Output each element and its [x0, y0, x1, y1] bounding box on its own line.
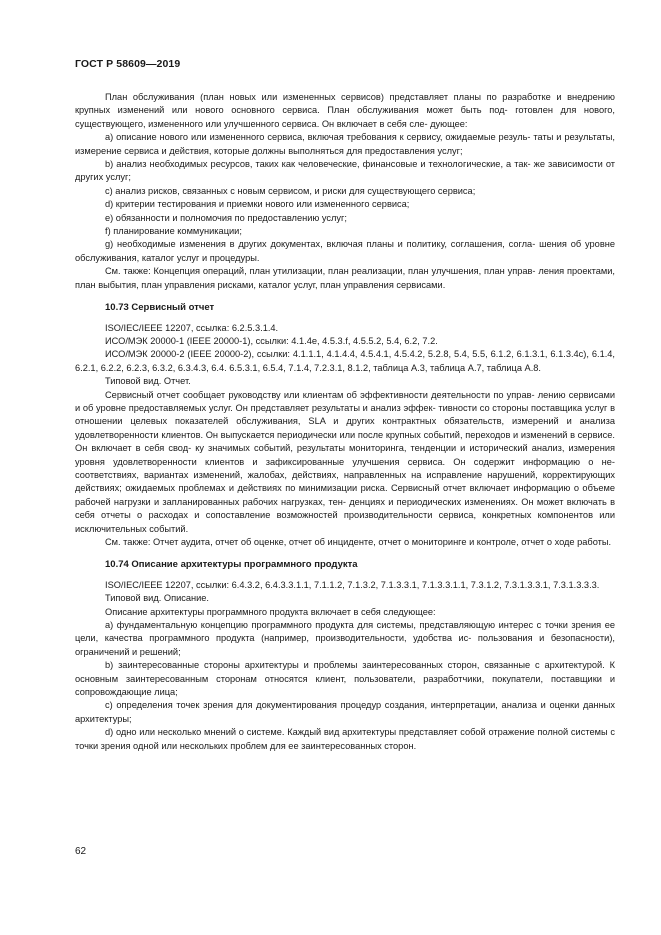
reference-paragraph: ISO/IEC/IEEE 12207, ссылки: 6.4.3.2, 6.4.3.3.1.1, 7.1.1.2, 7.1.3.2, 7.1.3.3.1, 7.1.3.3.1.1, 7.3.1.2, 7.3.1.3.3.1, 7.3.1.3.3.3. [105, 579, 600, 590]
list-item-b: b) анализ необходимых ресурсов, таких как человеческие, финансовые и технологические, а так- же зависимости от других услуг; [75, 159, 615, 183]
description-paragraph: Сервисный отчет сообщает руководству или клиентам об эффективности деятельности по управ- лению сервисами и об уровне предоставляемых услуг. Он представляет результаты и анализ эффек- тивности со стороны поставщика услуг в отношении целевых показателей обслуживания, SLA и других контрактных обязательств, измерений и анализа удовлетворенности клиентов. Он выпускается периодически или после крупных событий, переходов и изменений в сервисе. Он включает в себя свод- ку значимых событий, результаты мониторинга, тенденции и исторический анализ, измерения уровня удовлетворенности клиентов и зафиксированные улучшения сервиса. Он содержит информацию о не- соответствиях, вариантах изменений, жалобах, действиях, направленных на исправление нарушений, корректирующих действиях; ожидаемых проблемах и действиях по минимизации риска. Сервисный отчет включает информацию о объеме рабочей нагрузки и запланированных рабочих нагрузках, тен- денциях и периодических изменениях. Он может включать в себя отчеты о расходах и сопоставление возможностей производительности сервиса, конкретных компонентов или исключительных событий. [75, 389, 615, 534]
list-item-c: c) анализ рисков, связанных с новым сервисом, и риски для существующего сервиса; [105, 185, 476, 196]
section-heading-10-74: 10.74 Описание архитектуры программного продукта [105, 559, 358, 571]
reference-paragraph: ISO/IEC/IEEE 12207, ссылка: 6.2.5.3.1.4. [105, 322, 279, 333]
list-item-d: d) критерии тестирования и приемки нового или измененного сервиса; [105, 199, 410, 210]
section-heading-10-73: 10.73 Сервисный отчет [105, 302, 215, 314]
document-body [75, 91, 615, 753]
list-item-f: f) планирование коммуникации; [105, 226, 242, 237]
see-also-paragraph: См. также: Концепция операций, план утилизации, план реализации, план улучшения, план управ- ления проектами, план выбытия, план управления рисками, каталог услуг, план управления сервисами. [75, 266, 615, 290]
see-also-paragraph: См. также: Отчет аудита, отчет об оценке, отчет об инциденте, отчет о мониторинге и контроле, отчет о ходе работы. [105, 537, 612, 547]
page-number: 62 [75, 846, 87, 857]
reference-paragraph: ИСО/МЭК 20000-1 (IEEE 20000-1), ссылки: 4.1.4e, 4.5.3.f, 4.5.5.2, 5.4, 6.2, 7.2. [105, 335, 438, 346]
description-paragraph: Описание архитектуры программного продукта включает в себя следующее: [105, 606, 436, 617]
list-item-b: b) заинтересованные стороны архитектуры и проблемы заинтересованных сторон, связанные с архитектурой. К основным заинтересованным сторонам относятся клиент, пользователи, разработчики, покупатели, поставщики и сопровождающие лица; [75, 660, 615, 698]
list-item-e: e) обязанности и полномочия по предоставлению услуг; [105, 212, 347, 223]
list-item-c: c) определения точек зрения для документирования процедур создания, интерпретации, анализа и оценки данных архитектуры; [75, 700, 615, 724]
intro-paragraph: План обслуживания (план новых или измененных сервисов) представляет планы по разработке и внедрению крупных изменений или нового основного сервиса. План обслуживания может быть под- готовлен для нового, существующего, измененного или улучшенного сервиса. Он включает в себя сле- дующее: [75, 92, 615, 129]
type-paragraph: Типовой вид. Отчет. [105, 376, 191, 387]
list-item-d: d) одно или несколько мнений о системе. Каждый вид архитектуры представляет собой отражение полной системы с точки зрения одной или нескольких проблем для ее заинтересованных сторон. [75, 727, 615, 751]
standard-header: ГОСТ Р 58609—2019 [75, 58, 181, 70]
reference-paragraph: ИСО/МЭК 20000-2 (IEEE 20000-2), ссылки: 4.1.1.1, 4.1.4.4, 4.5.4.1, 4.5.4.2, 5.2.8, 5.4, 5.5, 6.1.2, 6.1.3.1, 6.1.3.4c), 6.1.4, 6.2.1, 6.2.2, 6.2.3, 6.3.2, 6.3.4.3, 6.4. 6.5.3.1, 6.5.4, 7.1.4, 7.2.3.1, 8.1.2, таблица А.3, таблица А.7, таблица А.8. [75, 349, 615, 373]
type-paragraph: Типовой вид. Описание. [105, 593, 210, 604]
list-item-g: g) необходимые изменения в других документах, включая планы и политику, соглашения, согла- шения об уровне обслуживания, каталог услуг и процедуры. [75, 239, 615, 263]
list-item-a: a) описание нового или измененного сервиса, включая требования к сервису, ожидаемые резуль- таты и результаты, измерение сервиса и действия, которые должны выполняться для предоставления услуг; [75, 132, 615, 156]
list-item-a: a) фундаментальную концепцию программного продукта для системы, представляющую интерес с точки зрения ее цели, качества программного продукта (например, производительности, удобства ис- пользования и безопасности), ограничений и решений; [75, 620, 615, 657]
